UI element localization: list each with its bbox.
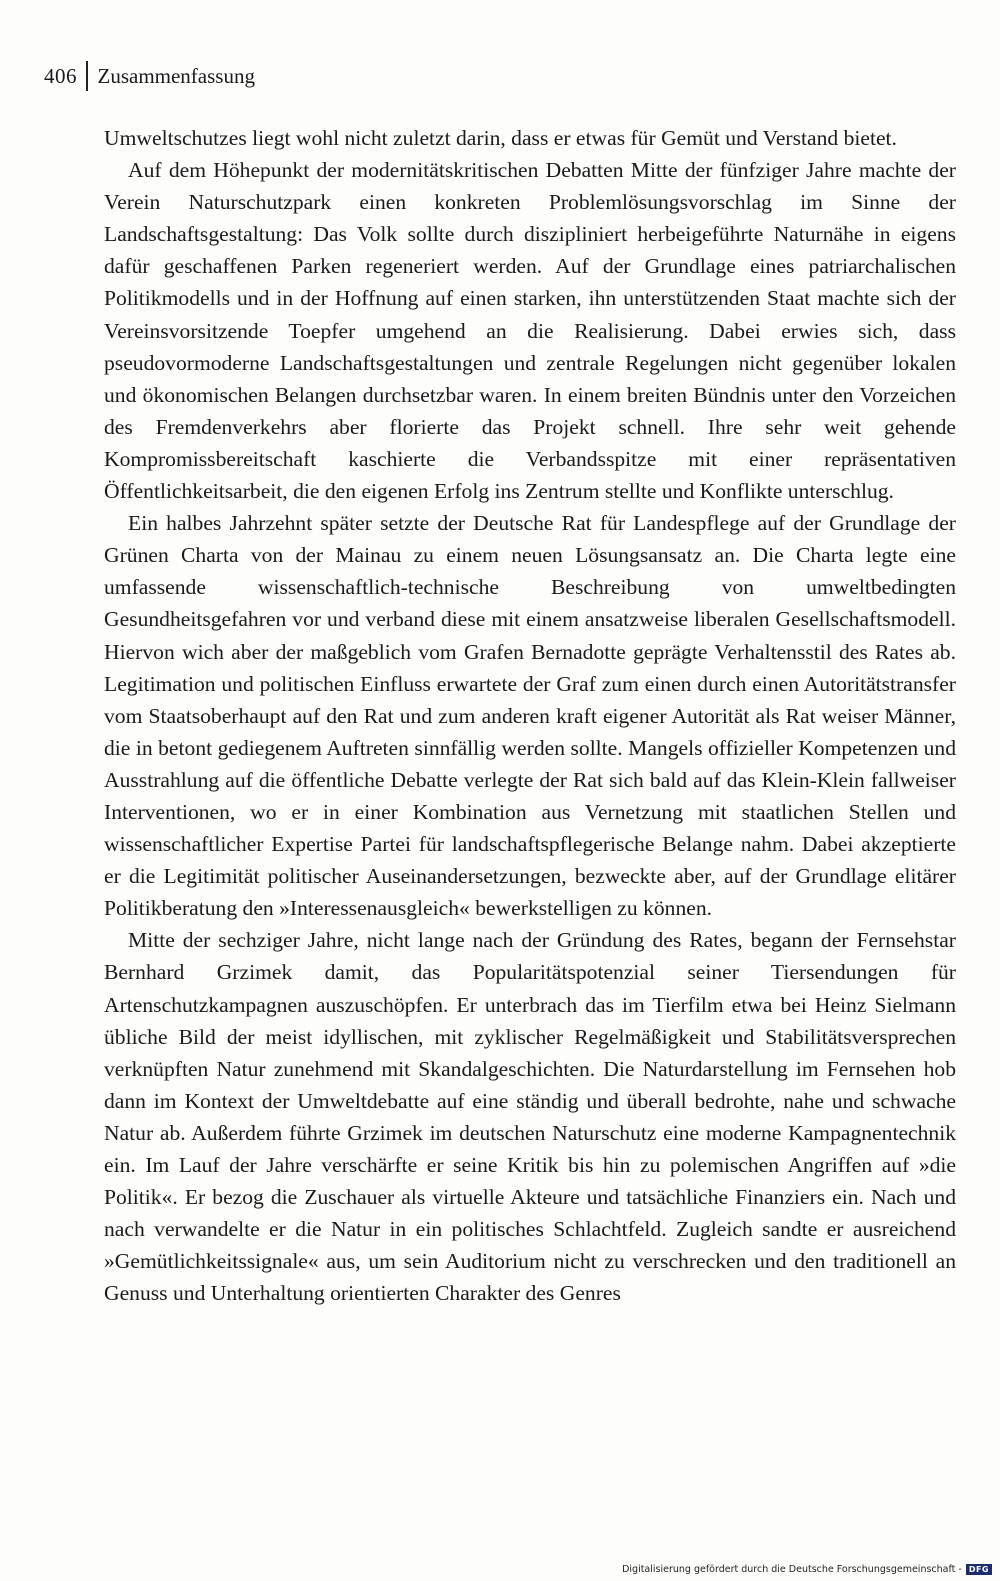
paragraph: Auf dem Höhepunkt der modernitätskritischen Debatten Mitte der fünfziger Jahre machte der Verein Naturschutzpark einen konkreten Problemlösungsvorschlag im Sinne der Landschaftsgestaltung: Das Volk sollte durch diszipliniert herbeigeführte Naturnähe in eigens dafür geschaffenen Parken regeneriert werden. Auf der Grundlage eines patriarchalischen Politikmodells und in der Hoffnung auf einen starken, ihn unterstützenden Staat machte sich der Vereinsvorsitzende Toepfer umgehend an die Realisierung. Dabei erwies sich, dass pseudovormoderne Landschaftsgestaltungen und zentrale Regelungen nicht gegenüber lokalen und ökonomischen Belangen durchsetzbar waren. In einem breiten Bündnis unter den Vorzeichen des Fremdenverkehrs aber florierte das Projekt schnell. Ihre sehr weit gehende Kompromissbereitschaft kaschierte die Verbandsspitze mit einer repräsentativen Öffentlichkeitsarbeit, die den eigenen Erfolg ins Zentrum stellte und Konflikte unterschlug. [104,158,956,504]
paragraph: Ein halbes Jahrzehnt später setzte der Deutsche Rat für Landespflege auf der Grundlage der Grünen Charta von der Mainau zu einem neuen Lösungsansatz an. Die Charta legte eine umfassende wissenschaftlich-technische Beschreibung von umweltbedingten Gesundheitsgefahren vor und verband diese mit einem ansatzweise liberalen Gesellschaftsmodell. Hiervon wich aber der maßgeblich vom Grafen Bernadotte geprägte Verhaltensstil des Rates ab. Legitimation und politischen Einfluss erwartete der Graf zum einen durch einen Autoritätstransfer vom Staatsoberhaupt auf den Rat und zum anderen kraft eigener Autorität als Rat weiser Männer, die in betont gediegenem Auftreten sinnfällig werden sollte. Mangels offizieller Kompetenzen und Ausstrahlung auf die öffentliche Debatte verlegte der Rat sich bald auf das Klein-Klein fallweiser Interventionen, wo er in einer Kombination aus Vernetzung mit staatlichen Stellen und wissenschaftlicher Expertise Partei für landschaftspflegerische Belange nahm. Dabei akzeptierte er die Legitimität politischer Auseinandersetzungen, bezweckte aber, auf der Grundlage elitärer Politikberatung den »Interessenausgleich« bewerkstelligen zu können. [104,511,956,921]
body-text [104,122,956,1309]
digitization-credit: Digitalisierung gefördert durch die Deutsche Forschungsgemeinschaft - [622,1564,962,1575]
paragraph: Umweltschutzes liegt wohl nicht zuletzt darin, dass er etwas für Gemüt und Verstand bietet. [104,126,897,150]
page-number: 406 [44,63,77,88]
section-title: Zusammenfassung [97,63,255,88]
running-header [44,58,255,94]
digitization-footer [622,1564,992,1575]
header-divider [86,61,88,91]
dfg-logo-icon: DFG [966,1564,992,1575]
paragraph: Mitte der sechziger Jahre, nicht lange nach der Gründung des Rates, begann der Fernsehstar Bernhard Grzimek damit, das Popularitätspotenzial seiner Tiersendungen für Artenschutzkampagnen auszuschöpfen. Er unterbrach das im Tierfilm etwa bei Heinz Sielmann übliche Bild der meist idyllischen, mit zyklischer Regelmäßigkeit und Stabilitätsversprechen verknüpften Natur zunehmend mit Skandalgeschichten. Die Naturdarstellung im Fernsehen hob dann im Kontext der Umweltdebatte auf eine ständig und überall bedrohte, nahe und schwache Natur ab. Außerdem führte Grzimek im deutschen Naturschutz eine moderne Kampagnentechnik ein. Im Lauf der Jahre verschärfte er seine Kritik bis hin zu polemischen Angriffen auf »die Politik«. Er bezog die Zuschauer als virtuelle Akteure und tatsächliche Finanziers ein. Nach und nach verwandelte er die Natur in ein politisches Schlachtfeld. Zugleich sandte er ausreichend »Gemütlichkeitssignale« aus, um sein Auditorium nicht zu verschrecken und den traditionell an Genuss und Unterhaltung orientierten Charakter des Genres [104,928,956,1306]
